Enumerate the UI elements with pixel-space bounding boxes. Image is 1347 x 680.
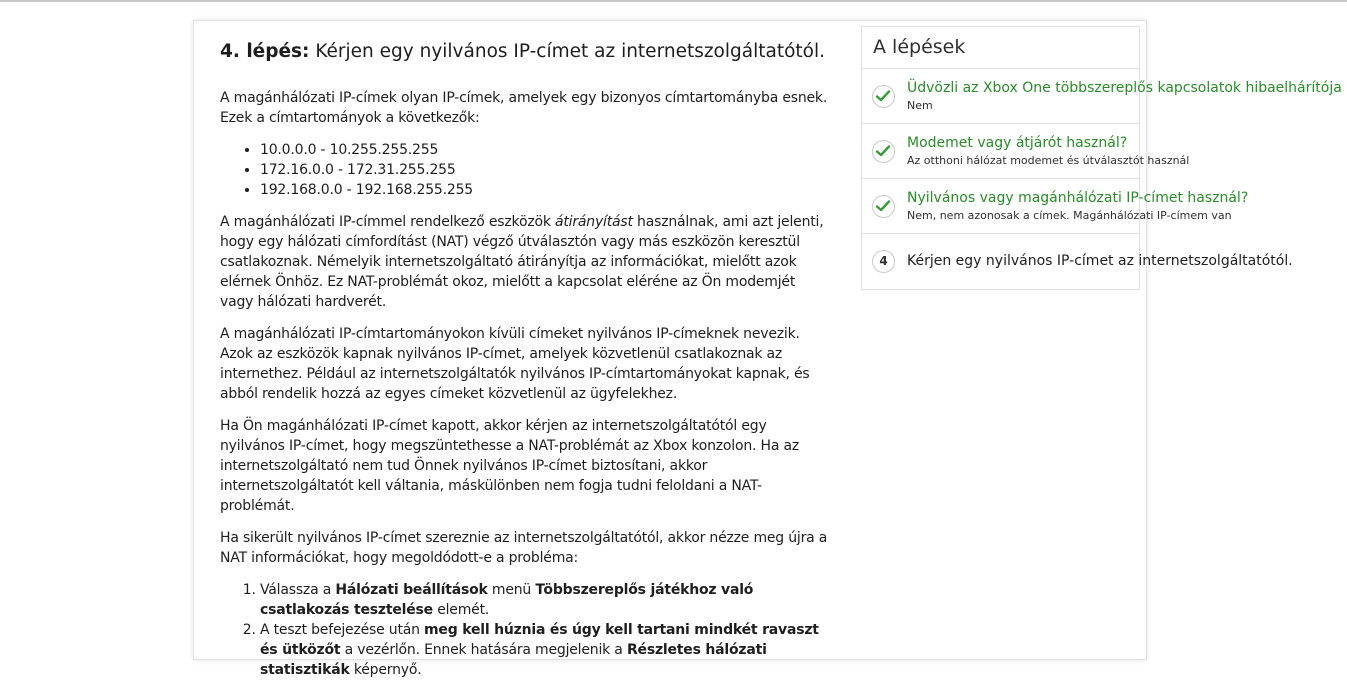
step-nav-answer: Az otthoni hálózat modemet és útválasztót használ <box>907 154 1190 167</box>
nat-explanation-paragraph: A magánhálózati IP-címmel rendelkező eszközök átirányítást használnak, ami azt jelenti, hogy egy hálózati címfordítást (NAT) végző útválasztón vagy más eszközön keresztül csatlakoznak. Némelyik internetszolgáltató átirányítja az információkat, mielőtt azok elérnek Önhöz. Ez NAT-problémát okoz, mielőtt a kapcsolat eléréne az Ön modemjét vagy hálózati hardverét. <box>220 214 824 310</box>
retest-paragraph: Ha sikerült nyilvános IP-címet szereznie az internetszolgáltatótól, akkor nézze meg újra a NAT információkat, hogy megoldódott-e a probléma: <box>220 530 828 566</box>
step-number-icon: 4 <box>872 250 895 273</box>
public-ip-paragraph: A magánhálózati IP-címtartományokon kívüli címeket nyilvános IP-címeknek nevezik. Azok az eszközök kapnak nyilvános IP-címet, amelyek közvetlenül csatlakoznak az internethez. Például az internetszolgáltatók nyilvános IP-címtartományokat kapnak, és abból rendelik hozzá az egyes címeket közvetlenül az ügyfelekhez. <box>220 326 810 402</box>
list-item: • 192.168.0.0 - 192.168.255.255 <box>260 180 832 200</box>
step-number: 4. lépés: <box>220 41 310 62</box>
step-title: Kérjen egy nyilvános IP-címet az internetszolgáltatótól. <box>315 41 825 62</box>
step-nav-title[interactable]: Nyilvános vagy magánhálózati IP-címet használ? <box>907 190 1249 206</box>
step-nav-item-3[interactable] <box>862 179 1249 234</box>
intro-paragraph: A magánhálózati IP-címek olyan IP-címek, amelyek egy bizonyos címtartományba esnek. Ezek a címtartományok a következők: <box>220 90 828 126</box>
list-item: 1. Válassza a Hálózati beállítások menü Többszereplős játékhoz való csatlakozás tesztelése elemét. <box>260 580 832 620</box>
step-nav-answer: Nem, nem azonosak a címek. Magánhálózati IP-címem van <box>907 209 1232 222</box>
step-nav-title[interactable]: Üdvözli az Xbox One többszereplős kapcsolatok hibaelhárítója <box>907 80 1342 96</box>
private-ip-range-list <box>220 140 832 200</box>
list-item: 2. A teszt befejezése után meg kell húznia és úgy kell tartani mindkét ravaszt és ütközőt a vezérlőn. Ennek hatására megjelenik a Részletes hálózati statisztikák képernyő. <box>260 620 832 680</box>
top-divider <box>0 0 1347 2</box>
list-item: • 172.16.0.0 - 172.31.255.255 <box>260 160 832 180</box>
steps-sidebar <box>861 26 1342 290</box>
article-card <box>193 20 1342 678</box>
checkmark-icon <box>872 85 895 108</box>
checkmark-icon <box>872 140 895 163</box>
step-nav-answer: Nem <box>907 99 933 112</box>
step-nav-item-2[interactable] <box>862 124 1190 179</box>
article-content <box>220 37 832 680</box>
checkmark-icon <box>872 195 895 218</box>
step-nav-title[interactable]: Kérjen egy nyilvános IP-címet az internetszolgáltatótól. <box>907 253 1293 269</box>
list-item: • 10.0.0.0 - 10.255.255.255 <box>260 140 832 160</box>
step-nav-item-1[interactable] <box>862 69 1342 124</box>
emphasis-text: átirányítást <box>555 214 633 230</box>
retest-steps-list <box>220 580 832 680</box>
page-title <box>220 37 832 67</box>
step-nav-title[interactable]: Modemet vagy átjárót használ? <box>907 135 1128 151</box>
step-nav-item-current[interactable] <box>862 234 1293 289</box>
sidebar-title: A lépések <box>862 27 1139 69</box>
request-public-ip-paragraph: Ha Ön magánhálózati IP-címet kapott, akkor kérjen az internetszolgáltatótól egy nyilvános IP-címet, hogy megszüntethesse a NAT-problémát az Xbox konzolon. Ha az internetszolgáltató nem tud Önnek nyilvános IP-címet biztosítani, akkor internetszolgáltatót kell váltania, máskülönben nem fogja tudni feloldani a NAT-problémát. <box>220 418 800 514</box>
